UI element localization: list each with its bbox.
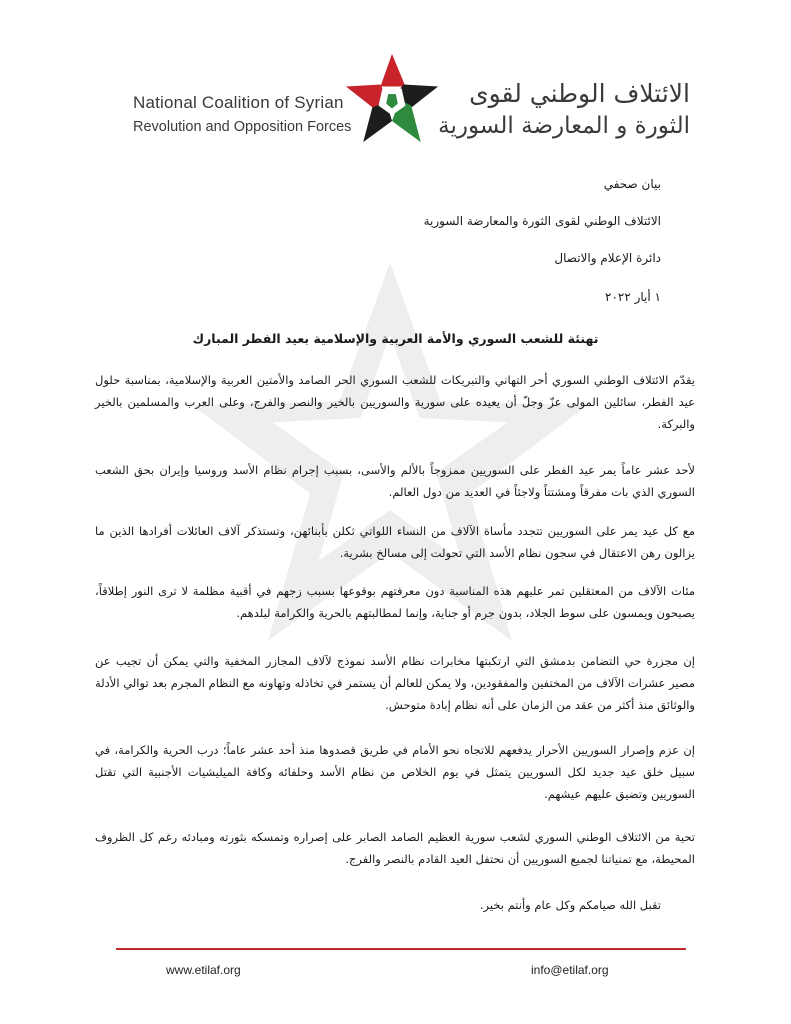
- paragraph-2: لأحد عشر عاماً يمر عيد الفطر على السوريين ممزوجاً بالألم والأسى، بسبب إجرام نظام الأسد وروسيا وإيران بحق الشعب السوري الذي بات مفرقاً ومشتتاً ولاجئاً في العديد من دول العالم.: [95, 463, 695, 499]
- statement-title: تهنئة للشعب السوري والأمة العربية والإسلامية بعيد الفطر المبارك: [192, 331, 599, 346]
- org-name-english: [133, 92, 352, 138]
- footer-website-link[interactable]: www.etilaf.org: [166, 963, 241, 977]
- issue-date: ١ أيار ٢٠٢٢: [605, 290, 661, 304]
- org-name-arabic-line1: الائتلاف الوطني لقوى: [469, 79, 690, 108]
- org-name-english-line2: Revolution and Opposition Forces: [133, 119, 352, 135]
- paragraph-5: إن مجزرة حي التضامن بدمشق التي ارتكبتها مخابرات نظام الأسد نموذج لآلاف المجازر المخفية والتي يمكن أن تجيب عن مصير عشرات الآلاف من المختفين والمفقودين، ولا يمكن للعالم أن يستمر في تخاذله وتهاونه مع النظام المجرم بعد توالي الأدلة والوثائق منذ أكثر من عقد من الزمان على أنه نظام إبادة متوحش.: [95, 654, 695, 712]
- doc-type: بيان صحفي: [603, 177, 661, 191]
- org-name-arabic-line2: الثورة و المعارضة السورية: [438, 113, 690, 139]
- footer-divider: [116, 948, 686, 950]
- coalition-star-logo-icon: [344, 50, 440, 146]
- paragraph-3: مع كل عيد يمر على السوريين تتجدد مأساة الآلاف من النساء اللواتي ثكلن بأبنائهن، وتستذكر آلاف العائلات أفرادها الذين ما يزالون رهن الاعتقال في سجون نظام الأسد التي تحولت إلى مسالخ بشرية.: [95, 524, 695, 560]
- org-name-arabic: [438, 78, 690, 142]
- paragraph-6: إن عزم وإصرار السوريين الأحرار يدفعهم للاتجاه نحو الأمام في طريق قصدوها منذ أحد عشر عاماً؛ درب الحرية والكرامة، في سبيل خلق عيد جديد لكل السوريين يتمثل في يوم الخلاص من نظام الأسد وحلفائه وكافة الميليشيات الأجنبية التي تقتل السوريين وتضيق عليهم عيشهم.: [95, 743, 695, 801]
- issuer-name: الائتلاف الوطني لقوى الثورة والمعارضة السورية: [423, 214, 661, 228]
- paragraph-4: مئات الآلاف من المعتقلين تمر عليهم هذه المناسبة دون معرفتهم بوقوعها بسبب زجهم في أقبية مظلمة لا ترى النور إطلاقاً، يصبحون ويمسون على سوط الجلاد، بدون جرم أو جناية، وإنما لمطالبتهم بالحرية والكرامة لبلدهم.: [95, 584, 695, 620]
- org-name-english-line1: National Coalition of Syrian: [133, 93, 344, 112]
- footer-email-link[interactable]: info@etilaf.org: [531, 963, 609, 977]
- paragraph-7: تحية من الائتلاف الوطني السوري لشعب سورية العظيم الصامد الصابر على إصراره وتمسكه بثورته ومبادئه رغم كل الظروف المحيطة، مع تمنياتنا لجميع السوريين أن نحتفل العيد القادم بالنصر والفرج.: [95, 830, 695, 866]
- paragraph-1: يقدّم الائتلاف الوطني السوري أحر التهاني والتبريكات للشعب السوري الحر الصامد والأمتين العربية والإسلامية، بمناسبة حلول عيد الفطر، سائلين المولى عزّ وجلّ أن يعيده على سورية والسوريين بالخير والنصر والفرج، وعلى العرب والمسلمين بالخير والبركة.: [95, 373, 695, 431]
- department-name: دائرة الإعلام والاتصال: [554, 251, 661, 265]
- closing-greeting: تقبل الله صيامكم وكل عام وأنتم بخير.: [479, 898, 661, 912]
